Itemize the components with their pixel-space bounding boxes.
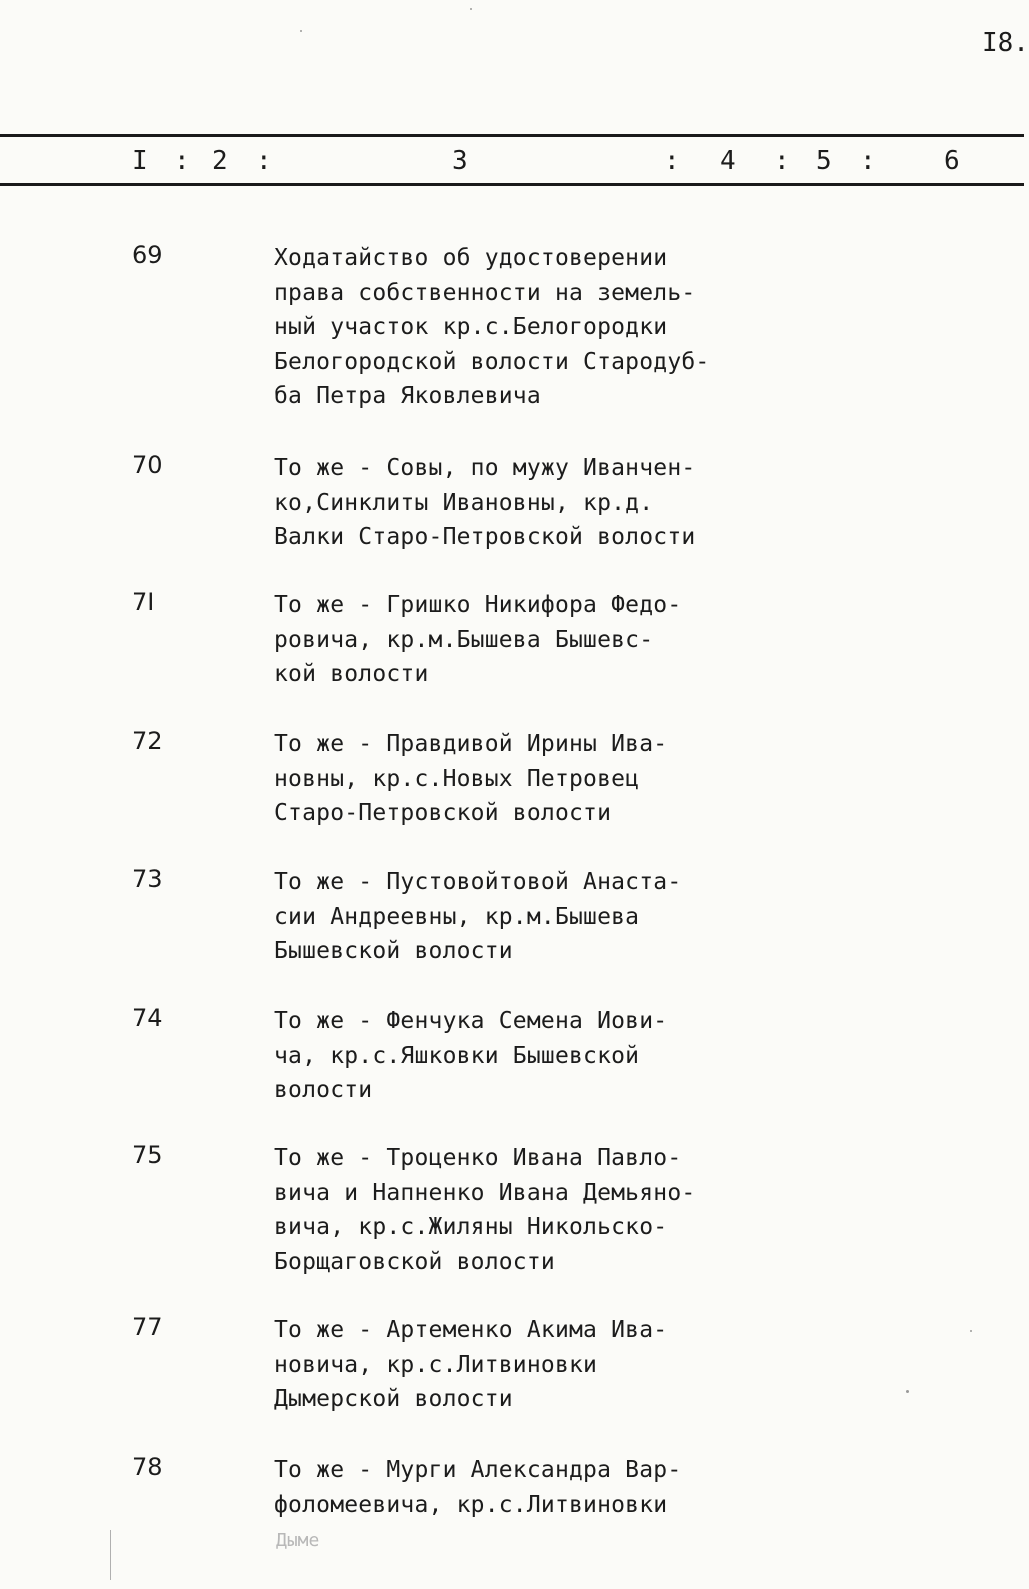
description-line: Ходатайство об удостоверении (274, 245, 668, 271)
column-header-row (0, 146, 1024, 178)
description-line: То же - Фенчука Семена Иови- (274, 1008, 668, 1034)
description-line: фоломеевича, кр.с.Литвиновки (274, 1491, 668, 1518)
record-number: 78 (132, 1453, 163, 1481)
record-number: 69 (132, 241, 163, 269)
record-description (274, 865, 734, 969)
record-number: 7I (132, 588, 155, 616)
record-description (274, 1453, 734, 1522)
record-description (274, 727, 734, 831)
description-line: То же - Гришко Никифора Федо- (274, 592, 682, 618)
description-line: То же - Пустовойтовой Анаста- (274, 869, 682, 895)
description-line: То же - Мурги Александра Вар- (274, 1457, 682, 1483)
page-number: I8. (982, 28, 1029, 58)
description-line: Валки Старо-Петровской волости (274, 524, 696, 550)
record-description (274, 588, 734, 692)
description-line: Бышевской волости (274, 938, 513, 964)
description-line: новича, кр.с.Литвиновки (274, 1351, 598, 1378)
column-separator: : (256, 146, 272, 176)
description-line: ровича, кр.м.Бышева Бышевс- (274, 626, 654, 653)
record-description (274, 241, 734, 414)
record-number: 74 (132, 1004, 163, 1032)
description-line: ча, кр.с.Яшковки Бышевской (274, 1042, 640, 1069)
description-line: ный участок кр.с.Белогородки (274, 314, 668, 340)
record-number: 77 (132, 1313, 163, 1341)
column-header-1: I (132, 146, 148, 176)
column-header-6: 6 (944, 146, 960, 176)
column-separator: : (664, 146, 680, 176)
column-separator: : (774, 146, 790, 176)
description-line: ко,Синклиты Ивановны, кр.д. (274, 489, 654, 516)
scan-speck (906, 1390, 909, 1393)
description-line: Белогородской волости Стародуб- (274, 348, 710, 375)
description-line: волости (274, 1077, 373, 1103)
column-header-5: 5 (816, 146, 832, 176)
description-line: вича и Напненко Ивана Демьяно- (274, 1179, 696, 1206)
description-line: То же - Троценко Ивана Павло- (274, 1145, 682, 1171)
description-line: кой волости (274, 661, 429, 687)
scan-mark (110, 1530, 111, 1580)
column-separator: : (860, 146, 876, 176)
column-separator: : (174, 146, 190, 176)
scan-speck (970, 1330, 972, 1332)
column-header-4: 4 (720, 146, 736, 176)
description-line: права собственности на земель- (274, 279, 696, 306)
scan-speck (470, 8, 472, 10)
record-description (274, 1313, 734, 1417)
header-bottom-rule (0, 183, 1024, 186)
description-line: новны, кр.с.Новых Петровец (274, 765, 640, 792)
faded-continuation-text: Дыме (276, 1530, 320, 1551)
column-header-3: 3 (452, 146, 468, 176)
description-line: Дымерской волости (274, 1386, 513, 1412)
description-line: То же - Правдивой Ирины Ива- (274, 731, 668, 757)
record-number: 72 (132, 727, 163, 755)
header-top-rule (0, 134, 1024, 137)
record-number: 73 (132, 865, 163, 893)
record-number: 75 (132, 1141, 163, 1169)
description-line: ба Петра Яковлевича (274, 383, 541, 409)
record-description (274, 1004, 734, 1108)
description-line: Борщаговской волости (274, 1248, 555, 1275)
description-line: сии Андреевны, кр.м.Бышева (274, 903, 640, 930)
record-number: 70 (132, 451, 163, 479)
record-description (274, 1141, 734, 1279)
description-line: Старо-Петровской волости (274, 800, 612, 826)
description-line: То же - Артеменко Акима Ива- (274, 1317, 668, 1343)
scan-speck (300, 30, 302, 32)
column-header-2: 2 (212, 146, 228, 176)
description-line: вича, кр.с.Жиляны Никольско- (274, 1214, 668, 1240)
description-line: То же - Совы, по мужу Иванчен- (274, 455, 696, 481)
record-description (274, 451, 734, 555)
